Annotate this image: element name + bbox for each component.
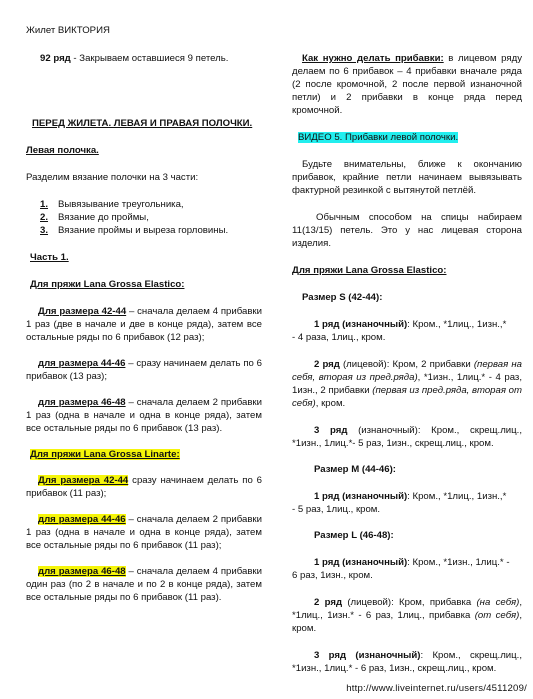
list-text: Вязание до проймы,: [58, 212, 149, 223]
row-92-text: - Закрываем оставшиеся 9 петель.: [70, 53, 229, 64]
row-text: , *1изн., 1лиц.* - 4 раз, 1изн., 2 прибавки: [292, 372, 522, 396]
careful-note: Будьте внимательны, ближе к окончанию прибавок, крайние петли начинаем вывязывать фактурной резинкой с вытянутой петлёй.: [292, 159, 522, 196]
section-title: ПЕРЕД ЖИЛЕТА. ЛЕВАЯ И ПРАВАЯ ПОЛОЧКИ.: [32, 118, 253, 129]
row-label: 2 ряд: [314, 597, 343, 608]
how-to-increase: [292, 52, 522, 117]
row-text: : Кром., *1изн., 1лиц.* -: [407, 557, 510, 568]
how-text: в лицевом ряду делаем по 6 прибавок – 4 прибавки вначале ряда (2 после кромочной, 2 после первой изнаночной петли) и 2 прибавки в конце ряда перед кромочной.: [292, 53, 522, 116]
row-type: (изнаночный): [339, 491, 408, 502]
document-header: [26, 24, 110, 37]
row-label: 1 ряд: [314, 557, 340, 568]
size-s-row-3: [292, 424, 522, 450]
row-text: , кром.: [315, 398, 346, 409]
size-m-title: Размер M (44-46):: [314, 464, 396, 475]
list-number: 3.: [40, 225, 49, 236]
row-label: 3 ряд: [314, 650, 347, 661]
row-label: 1 ряд: [314, 319, 340, 330]
row-text: , кром.: [292, 610, 522, 634]
size-text: сразу начинаем делать по 6 прибавок (11 раз);: [26, 475, 263, 499]
linarte-size-1: [26, 474, 262, 500]
row-92-label: 92 ряд: [40, 53, 71, 64]
row-label: 2 ряд: [314, 359, 340, 370]
row-text: : Кром., скрещ.лиц., *1изн., 1лиц.* - 6 раз, 1изн., скрещ.лиц., кром.: [292, 650, 522, 674]
cast-on-note: Обычным способом на спицы набираем 11(13/15) петель. Это у нас лицевая сторона изделия.: [292, 212, 522, 249]
doc-title: Жилет ВИКТОРИЯ: [26, 25, 110, 36]
left-shelf-title: Левая полочка.: [26, 145, 99, 156]
right-column: [292, 52, 522, 675]
size-l-title: Размер L (46-48):: [314, 530, 394, 541]
row-text: - 5 раз, 1лиц., кром.: [292, 504, 381, 515]
size-label: для размера 46-48: [38, 566, 126, 577]
row-text: 6 раз, 1изн., кром.: [292, 570, 373, 581]
list-number: 2.: [40, 212, 49, 223]
size-label: для размера 46-48: [38, 397, 126, 408]
yarn-linarte-title: [26, 448, 262, 461]
yarn-elastico-title: Для пряжи Lana Grossa Elastico:: [30, 279, 185, 290]
row-type: (изнаночный): [346, 650, 421, 661]
size-label: Для размера 42-44: [38, 306, 127, 317]
row-type: (изнаночный): [347, 425, 418, 436]
row-text: (лицевой): Кром, прибавка: [342, 597, 477, 608]
row-note: (первая на себя, вторая из пред.ряда): [292, 359, 522, 383]
video-5: [292, 131, 522, 144]
row-note: (первая из пред.ряда, вторая от себя): [292, 385, 522, 409]
parts-list: [26, 198, 262, 237]
size-text: – сначала делаем 2 прибавки 1 раз (одна в начале и одна в конце ряда), затем все остальные ряды по 6 прибавок (13 раз).: [26, 397, 262, 434]
size-m-row-1: [292, 490, 522, 516]
size-text: – сначала делаем 4 прибавки 1 раз (две в начале и две в конце ряда), затем все остальные ряды по 6 прибавок (12 раз);: [26, 306, 262, 343]
row-text: - 4 раза, 1лиц., кром.: [292, 332, 386, 343]
row-92: [28, 52, 262, 65]
yarn-linarte-label: Для пряжи Lana Grossa Linarte:: [30, 449, 180, 460]
size-l-row-1: [292, 556, 522, 582]
row-text: (лицевой): Кром, 2 прибавки: [339, 359, 474, 370]
source-watermark: http://www.liveinternet.ru/users/4511209/: [346, 683, 527, 694]
row-type: (изнаночный): [339, 557, 408, 568]
yarn-elastico-title-right: Для пряжи Lana Grossa Elastico:: [292, 265, 447, 276]
row-label: 3 ряд: [314, 425, 348, 436]
linarte-size-2: [26, 513, 262, 552]
linarte-size-3: [26, 565, 262, 604]
size-text: – сразу начинаем делать по 6 прибавок (13 раз);: [26, 358, 263, 382]
elastico-size-1: [26, 305, 262, 344]
row-note: (на себя): [476, 597, 520, 608]
size-label: для размера 44-46: [38, 358, 126, 369]
row-label: 1 ряд: [314, 491, 340, 502]
list-item: [26, 198, 262, 211]
size-s-row-2: [292, 358, 522, 410]
list-text: Вязание проймы и выреза горловины.: [58, 225, 229, 236]
elastico-size-3: [26, 396, 262, 435]
row-text: : Кром., *1лиц., 1изн.,*: [407, 491, 507, 502]
size-text: – сначала делаем 2 прибавки 1 раз (одна в начале и одна в конце ряда), затем все остальные ряды по 6 прибавок (11 раз);: [26, 514, 262, 551]
row-type: (изнаночный): [339, 319, 408, 330]
size-l-row-3: [292, 649, 522, 675]
row-text: : Кром., *1лиц., 1изн.,*: [407, 319, 507, 330]
row-note: (от себя): [474, 610, 520, 621]
size-s-row-1: [292, 318, 522, 344]
part1-title: Часть 1.: [30, 252, 69, 263]
row-text: , *1лиц., 1изн.* - 6 раз, 1лиц., прибавка: [292, 597, 522, 621]
size-label: Для размера 42-44: [38, 475, 129, 486]
elastico-size-2: [26, 357, 262, 383]
list-item: [26, 211, 262, 224]
video-label: ВИДЕО 5. Прибавки левой полочки.: [298, 132, 459, 143]
left-column: [26, 52, 262, 604]
list-text: Вывязывание треугольника,: [58, 199, 184, 210]
row-text: : Кром., скрещ.лиц., *1изн., 1лиц.*- 5 раз, 1изн., скрещ.лиц., кром.: [292, 425, 522, 449]
size-s-title: Размер S (42-44):: [302, 292, 383, 303]
size-text: – сначала делаем 4 прибавки один раз (по 2 в начале и по 2 в конце ряда), затем все остальные ряды по 6 прибавок (11 раз).: [26, 566, 262, 603]
list-item: [26, 224, 262, 237]
size-l-row-2: [292, 596, 522, 635]
list-number: 1.: [40, 199, 49, 210]
divide-intro: Разделим вязание полочки на 3 части:: [26, 172, 199, 183]
how-label: Как нужно делать прибавки:: [302, 53, 444, 64]
size-label: для размера 44-46: [38, 514, 126, 525]
